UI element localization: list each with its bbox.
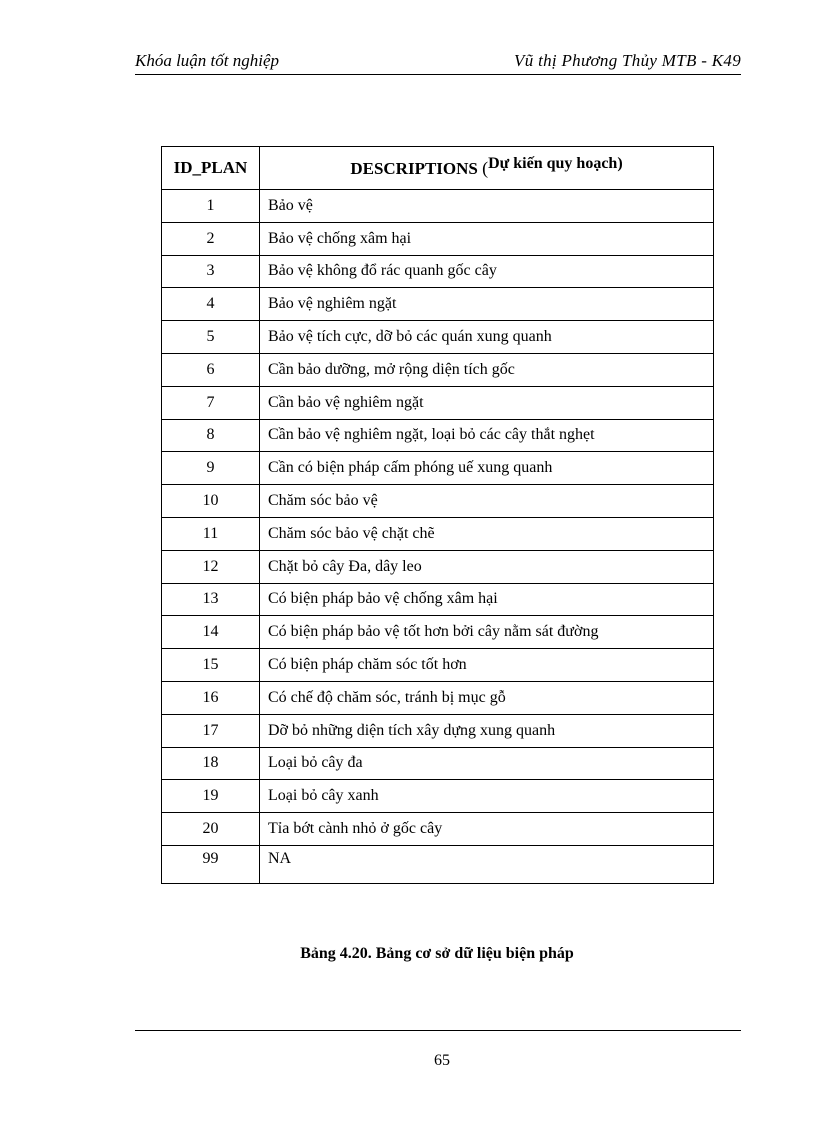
row-description-cell: Loại bỏ cây xanh	[260, 780, 714, 813]
row-description-cell: Có biện pháp chăm sóc tốt hơn	[260, 649, 714, 682]
row-description-cell: Dỡ bỏ những diện tích xây dựng xung quanh	[260, 714, 714, 747]
row-id-cell: 3	[162, 255, 260, 288]
row-id-cell: 19	[162, 780, 260, 813]
row-id-cell: 7	[162, 386, 260, 419]
row-description-cell: Có biện pháp bảo vệ tốt hơn bởi cây nằm sát đường	[260, 616, 714, 649]
table-row	[162, 517, 714, 550]
row-description-cell: Chặt bỏ cây Đa, dây leo	[260, 550, 714, 583]
row-id-cell: 17	[162, 714, 260, 747]
row-description-cell: Cần có biện pháp cấm phóng uế xung quanh	[260, 452, 714, 485]
table-row	[162, 353, 714, 386]
header-descriptions	[260, 147, 714, 190]
table-row	[162, 222, 714, 255]
row-description-cell: Có biện pháp bảo vệ chống xâm hại	[260, 583, 714, 616]
table-row	[162, 714, 714, 747]
table-row	[162, 583, 714, 616]
table-caption: Bảng 4.20. Bảng cơ sở dữ liệu biện pháp	[300, 945, 574, 962]
table-row	[162, 386, 714, 419]
table-row	[162, 485, 714, 518]
table-row	[162, 649, 714, 682]
row-description-cell: Cần bảo vệ nghiêm ngặt, loại bỏ các cây thắt nghẹt	[260, 419, 714, 452]
header-id-plan: ID_PLAN	[162, 147, 260, 190]
table-row	[162, 780, 714, 813]
row-id-cell: 10	[162, 485, 260, 518]
row-id-cell: 18	[162, 747, 260, 780]
row-description-cell: Bảo vệ không đổ rác quanh gốc cây	[260, 255, 714, 288]
row-description-cell: Bảo vệ nghiêm ngặt	[260, 288, 714, 321]
page-number: 65	[434, 1052, 450, 1069]
row-id-cell: 8	[162, 419, 260, 452]
row-description-cell: Chăm sóc bảo vệ chặt chẽ	[260, 517, 714, 550]
row-id-cell: 4	[162, 288, 260, 321]
row-description-cell: Có chế độ chăm sóc, tránh bị mục gỗ	[260, 681, 714, 714]
row-description-cell: Bảo vệ tích cực, dỡ bỏ các quán xung quanh	[260, 321, 714, 354]
row-description-cell: Tỉa bớt cành nhỏ ở gốc cây	[260, 813, 714, 846]
row-id-cell: 9	[162, 452, 260, 485]
row-description-cell: Chăm sóc bảo vệ	[260, 485, 714, 518]
table-row	[162, 813, 714, 846]
row-id-cell: 15	[162, 649, 260, 682]
row-id-cell: 1	[162, 190, 260, 223]
header-open-paren: (	[482, 157, 489, 178]
row-id-cell: 11	[162, 517, 260, 550]
header-thesis-title: Khóa luận tốt nghiệp	[135, 51, 280, 70]
row-description-cell: Bảo vệ chống xâm hại	[260, 222, 714, 255]
table-row	[162, 681, 714, 714]
row-id-cell: 12	[162, 550, 260, 583]
header-author: Vũ thị Phương Thủy MTB - K49	[514, 51, 741, 70]
header-description-note: Dự kiến quy hoạch)	[488, 154, 623, 172]
table-row	[162, 419, 714, 452]
table-row	[162, 321, 714, 354]
row-id-cell: 14	[162, 616, 260, 649]
row-description-cell: NA	[260, 845, 714, 883]
page-header	[135, 50, 741, 75]
header-descriptions-label: DESCRIPTIONS	[350, 158, 478, 178]
row-id-cell: 20	[162, 813, 260, 846]
footer-divider	[135, 1030, 741, 1031]
table-row	[162, 747, 714, 780]
row-description-cell: Loại bỏ cây đa	[260, 747, 714, 780]
table-row	[162, 255, 714, 288]
table-row	[162, 550, 714, 583]
table-row	[162, 190, 714, 223]
row-id-cell: 5	[162, 321, 260, 354]
row-id-cell: 99	[162, 845, 260, 883]
plan-table	[161, 146, 714, 884]
row-id-cell: 6	[162, 353, 260, 386]
row-id-cell: 13	[162, 583, 260, 616]
row-id-cell: 2	[162, 222, 260, 255]
table-body	[162, 190, 714, 884]
table-header-row	[162, 147, 714, 190]
table-row	[162, 452, 714, 485]
table-row	[162, 845, 714, 883]
row-id-cell: 16	[162, 681, 260, 714]
row-description-cell: Cần bảo vệ nghiêm ngặt	[260, 386, 714, 419]
row-description-cell: Bảo vệ	[260, 190, 714, 223]
row-description-cell: Cần bảo dưỡng, mở rộng diện tích gốc	[260, 353, 714, 386]
table-row	[162, 288, 714, 321]
table-row	[162, 616, 714, 649]
